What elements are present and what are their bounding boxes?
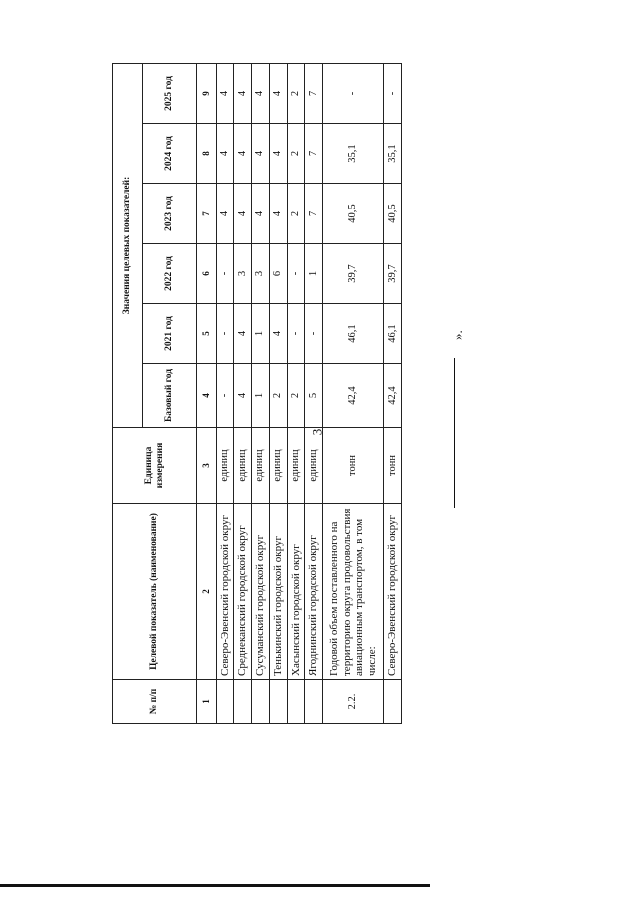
row-number [305, 680, 323, 724]
end-mark-line [454, 358, 455, 508]
row-value: 40,5 [384, 184, 402, 244]
row-value: - [305, 304, 323, 364]
table-row [234, 63, 252, 723]
table-row [287, 63, 305, 723]
row-value: 7 [305, 184, 323, 244]
row-value: 35,1 [323, 124, 384, 184]
row-value: 4 [216, 124, 234, 184]
col-number: 9 [197, 63, 216, 123]
row-value: 3 [234, 244, 252, 304]
col-number: 4 [197, 364, 216, 428]
row-number [384, 680, 402, 724]
row-value: 2 [287, 124, 305, 184]
row-number [234, 680, 252, 724]
row-value: 4 [252, 63, 270, 123]
row-value: - [384, 63, 402, 123]
row-value: - [216, 244, 234, 304]
row-number [269, 680, 287, 724]
row-unit: единиц [216, 428, 234, 504]
row-value: 35,1 [384, 124, 402, 184]
row-value: 4 [252, 184, 270, 244]
row-value: 39,7 [323, 244, 384, 304]
row-name: Сусуманский городской округ [252, 504, 270, 680]
row-value: 4 [252, 124, 270, 184]
header-year-base: Базовый год [142, 364, 197, 428]
row-unit: единиц [287, 428, 305, 504]
row-value: 2 [287, 184, 305, 244]
numbering-row [197, 63, 216, 723]
row-value: 2 [287, 63, 305, 123]
row-name: Хасынский городской округ [287, 504, 305, 680]
row-value: 4 [269, 63, 287, 123]
row-value: 4 [234, 63, 252, 123]
header-year-2021: 2021 год [142, 304, 197, 364]
row-unit: единиц [269, 428, 287, 504]
row-value: 4 [234, 304, 252, 364]
table-row [384, 63, 402, 723]
header-unit: Единица измерения [113, 428, 197, 504]
row-name: Ягоднинский городской округ [305, 504, 323, 680]
row-value: 2 [269, 364, 287, 428]
col-number: 1 [197, 680, 216, 724]
row-unit: тонн [384, 428, 402, 504]
page-number: 3 [309, 428, 325, 436]
col-number: 2 [197, 504, 216, 680]
table-row [323, 63, 384, 723]
row-value: 42,4 [384, 364, 402, 428]
header-values: Значения целевых показателей: [113, 63, 143, 427]
row-value: 42,4 [323, 364, 384, 428]
row-name: Северо-Эвенский городской округ [384, 504, 402, 680]
table-row [216, 63, 234, 723]
end-mark [448, 320, 464, 510]
row-value: 6 [269, 244, 287, 304]
header-year-2025: 2025 год [142, 63, 197, 123]
row-unit: единиц [234, 428, 252, 504]
row-number: 2.2. [323, 680, 384, 724]
row-name: Годовой объем поставленного на территорию округа продовольствия авиационным транспортом, в том числе: [323, 504, 384, 680]
row-value: 4 [234, 364, 252, 428]
indicators-table [112, 63, 402, 724]
row-value: 3 [252, 244, 270, 304]
row-number [287, 680, 305, 724]
row-value: 4 [216, 184, 234, 244]
row-value: 1 [305, 244, 323, 304]
row-value: 4 [269, 184, 287, 244]
header-name: Целевой показатель (наименование) [113, 504, 197, 680]
row-name: Северо-Эвенский городской округ [216, 504, 234, 680]
row-name: Среднеканский городской округ [234, 504, 252, 680]
row-value: 2 [287, 364, 305, 428]
row-value: 4 [269, 124, 287, 184]
row-value: 4 [234, 124, 252, 184]
row-value: - [287, 244, 305, 304]
row-value: 1 [252, 304, 270, 364]
table-row [305, 63, 323, 723]
row-value: 5 [305, 364, 323, 428]
row-value: 4 [234, 184, 252, 244]
header-year-2023: 2023 год [142, 184, 197, 244]
table-row [269, 63, 287, 723]
end-mark-text: ». [450, 330, 465, 340]
row-value: 40,5 [323, 184, 384, 244]
row-value: 46,1 [384, 304, 402, 364]
header-year-2022: 2022 год [142, 244, 197, 304]
row-value: 4 [216, 63, 234, 123]
row-value: 4 [269, 304, 287, 364]
row-name: Тенькинский городской округ [269, 504, 287, 680]
indicators-table-wrap [112, 64, 402, 724]
table-row [252, 63, 270, 723]
row-value: - [323, 63, 384, 123]
row-value: - [216, 304, 234, 364]
row-number [216, 680, 234, 724]
row-value: 7 [305, 63, 323, 123]
row-value: - [287, 304, 305, 364]
col-number: 3 [197, 428, 216, 504]
row-value: 46,1 [323, 304, 384, 364]
col-number: 5 [197, 304, 216, 364]
row-value: 1 [252, 364, 270, 428]
row-unit: единиц [252, 428, 270, 504]
row-number [252, 680, 270, 724]
row-unit: тонн [323, 428, 384, 504]
col-number: 8 [197, 124, 216, 184]
row-value: 39,7 [384, 244, 402, 304]
bottom-rule [0, 884, 430, 887]
header-year-2024: 2024 год [142, 124, 197, 184]
row-value: 7 [305, 124, 323, 184]
col-number: 6 [197, 244, 216, 304]
row-value: - [216, 364, 234, 428]
row-unit: единиц [305, 428, 323, 504]
col-number: 7 [197, 184, 216, 244]
header-num: № п/п [113, 680, 197, 724]
